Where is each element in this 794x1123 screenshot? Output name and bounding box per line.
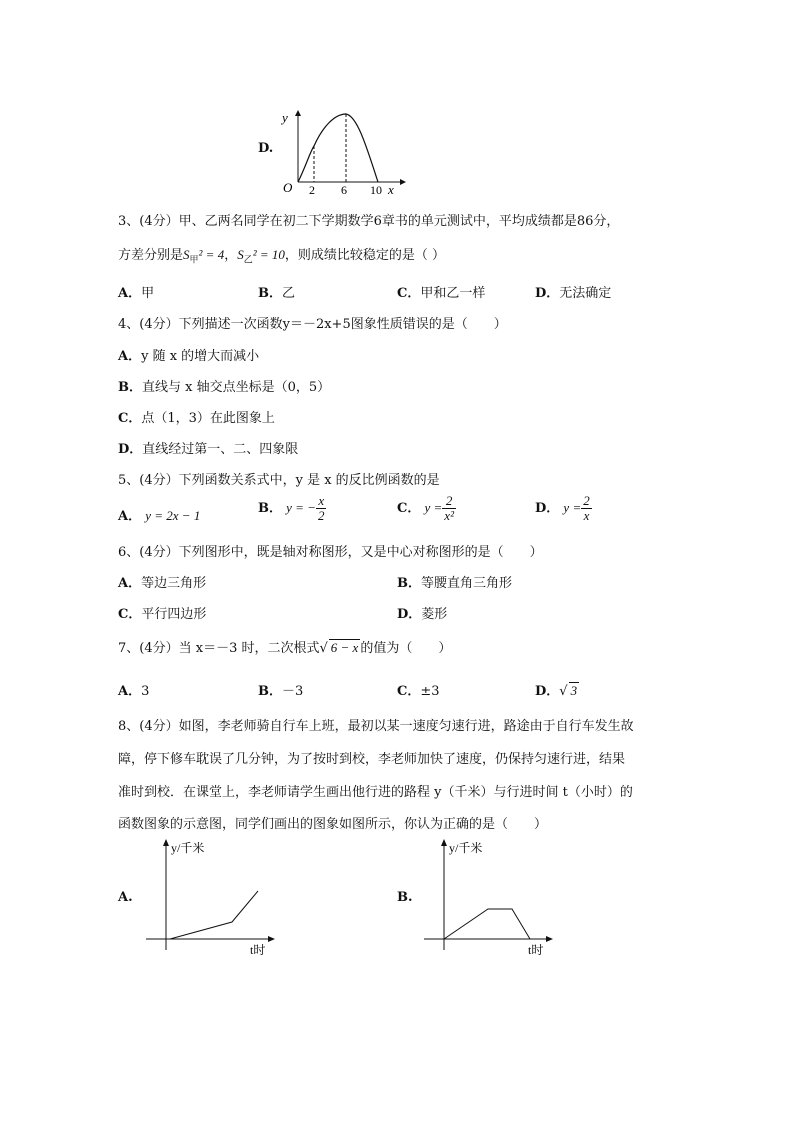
q8-graph-a [140, 836, 280, 960]
q5-option-a[interactable]: A． y = 2x − 1 [118, 508, 201, 524]
q7-option-d[interactable]: D．√ 3 [535, 683, 578, 699]
q3-variance-b-sub: 乙 [243, 255, 253, 266]
q8-graph-b [418, 836, 558, 960]
q2-graph-tick-2: 2 [309, 183, 315, 197]
q2-graph-tick-6: 6 [341, 183, 347, 197]
q6-option-d[interactable]: D．菱形 [397, 607, 448, 622]
q3-stem-line1: 3、(4分）甲、乙两名同学在初二下学期数学6章书的单元测试中，平均成绩都是86分， [118, 214, 620, 229]
q3-variance-a-symbol: S [183, 247, 190, 262]
q8-option-a-label[interactable]: A. [118, 890, 133, 905]
q7-stem-start: 7、(4分）当 x＝－3 时，二次根式 [118, 641, 320, 656]
q3-variance-a-sub: 甲 [189, 255, 199, 266]
q2-option-d-graph [278, 108, 408, 198]
q4-option-c[interactable]: C．点（1，3）在此图象上 [118, 411, 275, 426]
q5-option-d[interactable]: D． y = $\frac{2}{x}$ [535, 493, 590, 523]
q3-option-b[interactable]: B．乙 [258, 286, 296, 301]
q7-stem [118, 637, 451, 656]
q5-stem: 5、(4分）下列函数关系式中，y 是 x 的反比例函数的是 [118, 473, 440, 488]
q6-option-b[interactable]: B．等腰直角三角形 [397, 576, 513, 591]
q8-graph-b-x-label: t时 [528, 943, 544, 957]
q7-option-a[interactable]: A．3 [118, 684, 150, 699]
q4-option-d[interactable]: D．直线经过第一、二、四象限 [118, 442, 299, 457]
q3-stem-line2 [118, 244, 445, 266]
q3-variance-b-symbol: S [237, 247, 244, 262]
q3-option-c[interactable]: C．甲和乙一样 [397, 286, 486, 301]
q3-variance-a-value: ² = 4 [198, 247, 225, 262]
q2-graph-x-label: x [388, 182, 394, 197]
q5-option-c[interactable]: C． y = $\frac{2}{\text{x²}}$ [397, 493, 454, 523]
q8-stem-line2: 障，停下修车耽误了几分钟，为了按时到校，李老师加快了速度，仍保持匀速行进，结果 [118, 752, 626, 767]
q2-graph-y-label: y [282, 110, 288, 125]
q3-separator: ， [224, 248, 238, 263]
q4-option-a[interactable]: A．y 随 x 的增大而减小 [118, 349, 260, 364]
q3-option-a[interactable]: A．甲 [118, 286, 155, 301]
q7-radicand: 6 − x [330, 640, 359, 655]
q4-stem: 4、(4分）下列描述一次函数y＝－2x+5图象性质错误的是（ ） [118, 317, 507, 332]
q2-graph-tick-10: 10 [370, 183, 382, 197]
q3-stem-line2-start: 方差分别是 [118, 248, 184, 263]
q8-stem-line3: 准时到校．在课堂上，李老师请学生画出他行进的路程 y（千米）与行进时间 t（小时）的 [118, 785, 633, 800]
q3-variance-b-value: ² = 10 [252, 247, 285, 262]
q6-option-c[interactable]: C．平行四边形 [118, 607, 207, 622]
q3-option-d[interactable]: D．无法确定 [535, 286, 612, 301]
q7-option-d-radical-icon: √ [559, 684, 568, 699]
q8-graph-a-x-label: t时 [250, 943, 266, 957]
q3-stem-line2-end: ，则成绩比较稳定的是（ ） [284, 248, 446, 263]
q7-option-b[interactable]: B．－3 [258, 684, 304, 699]
q6-stem: 6、(4分）下列图形中，既是轴对称图形，又是中心对称图形的是（ ） [118, 545, 543, 560]
q2-option-d-label: D. [258, 141, 274, 156]
q5-option-b[interactable]: B． y = − $\frac{x}{2}$ [258, 493, 325, 523]
q7-radical-icon: √ [319, 641, 328, 656]
q8-graph-b-y-label: y/千米 [449, 841, 483, 855]
q6-option-a[interactable]: A．等边三角形 [118, 576, 207, 591]
q7-option-c[interactable]: C．±3 [397, 684, 440, 699]
q2-graph-origin-label: O [283, 180, 293, 195]
q8-stem-line1: 8、(4分）如图，李老师骑自行车上班，最初以某一速度匀速行进，路途由于自行车发生故 [118, 719, 634, 734]
q8-stem-line4: 函数图象的示意图，同学们画出的图象如图所示，你认为正确的是（ ） [118, 817, 548, 832]
q7-stem-end: 的值为（ ） [360, 641, 452, 656]
q4-option-b[interactable]: B．直线与 x 轴交点坐标是（0，5） [118, 380, 331, 395]
q8-option-b-label[interactable]: B. [397, 890, 413, 905]
q8-graph-a-y-label: y/千米 [171, 841, 205, 855]
